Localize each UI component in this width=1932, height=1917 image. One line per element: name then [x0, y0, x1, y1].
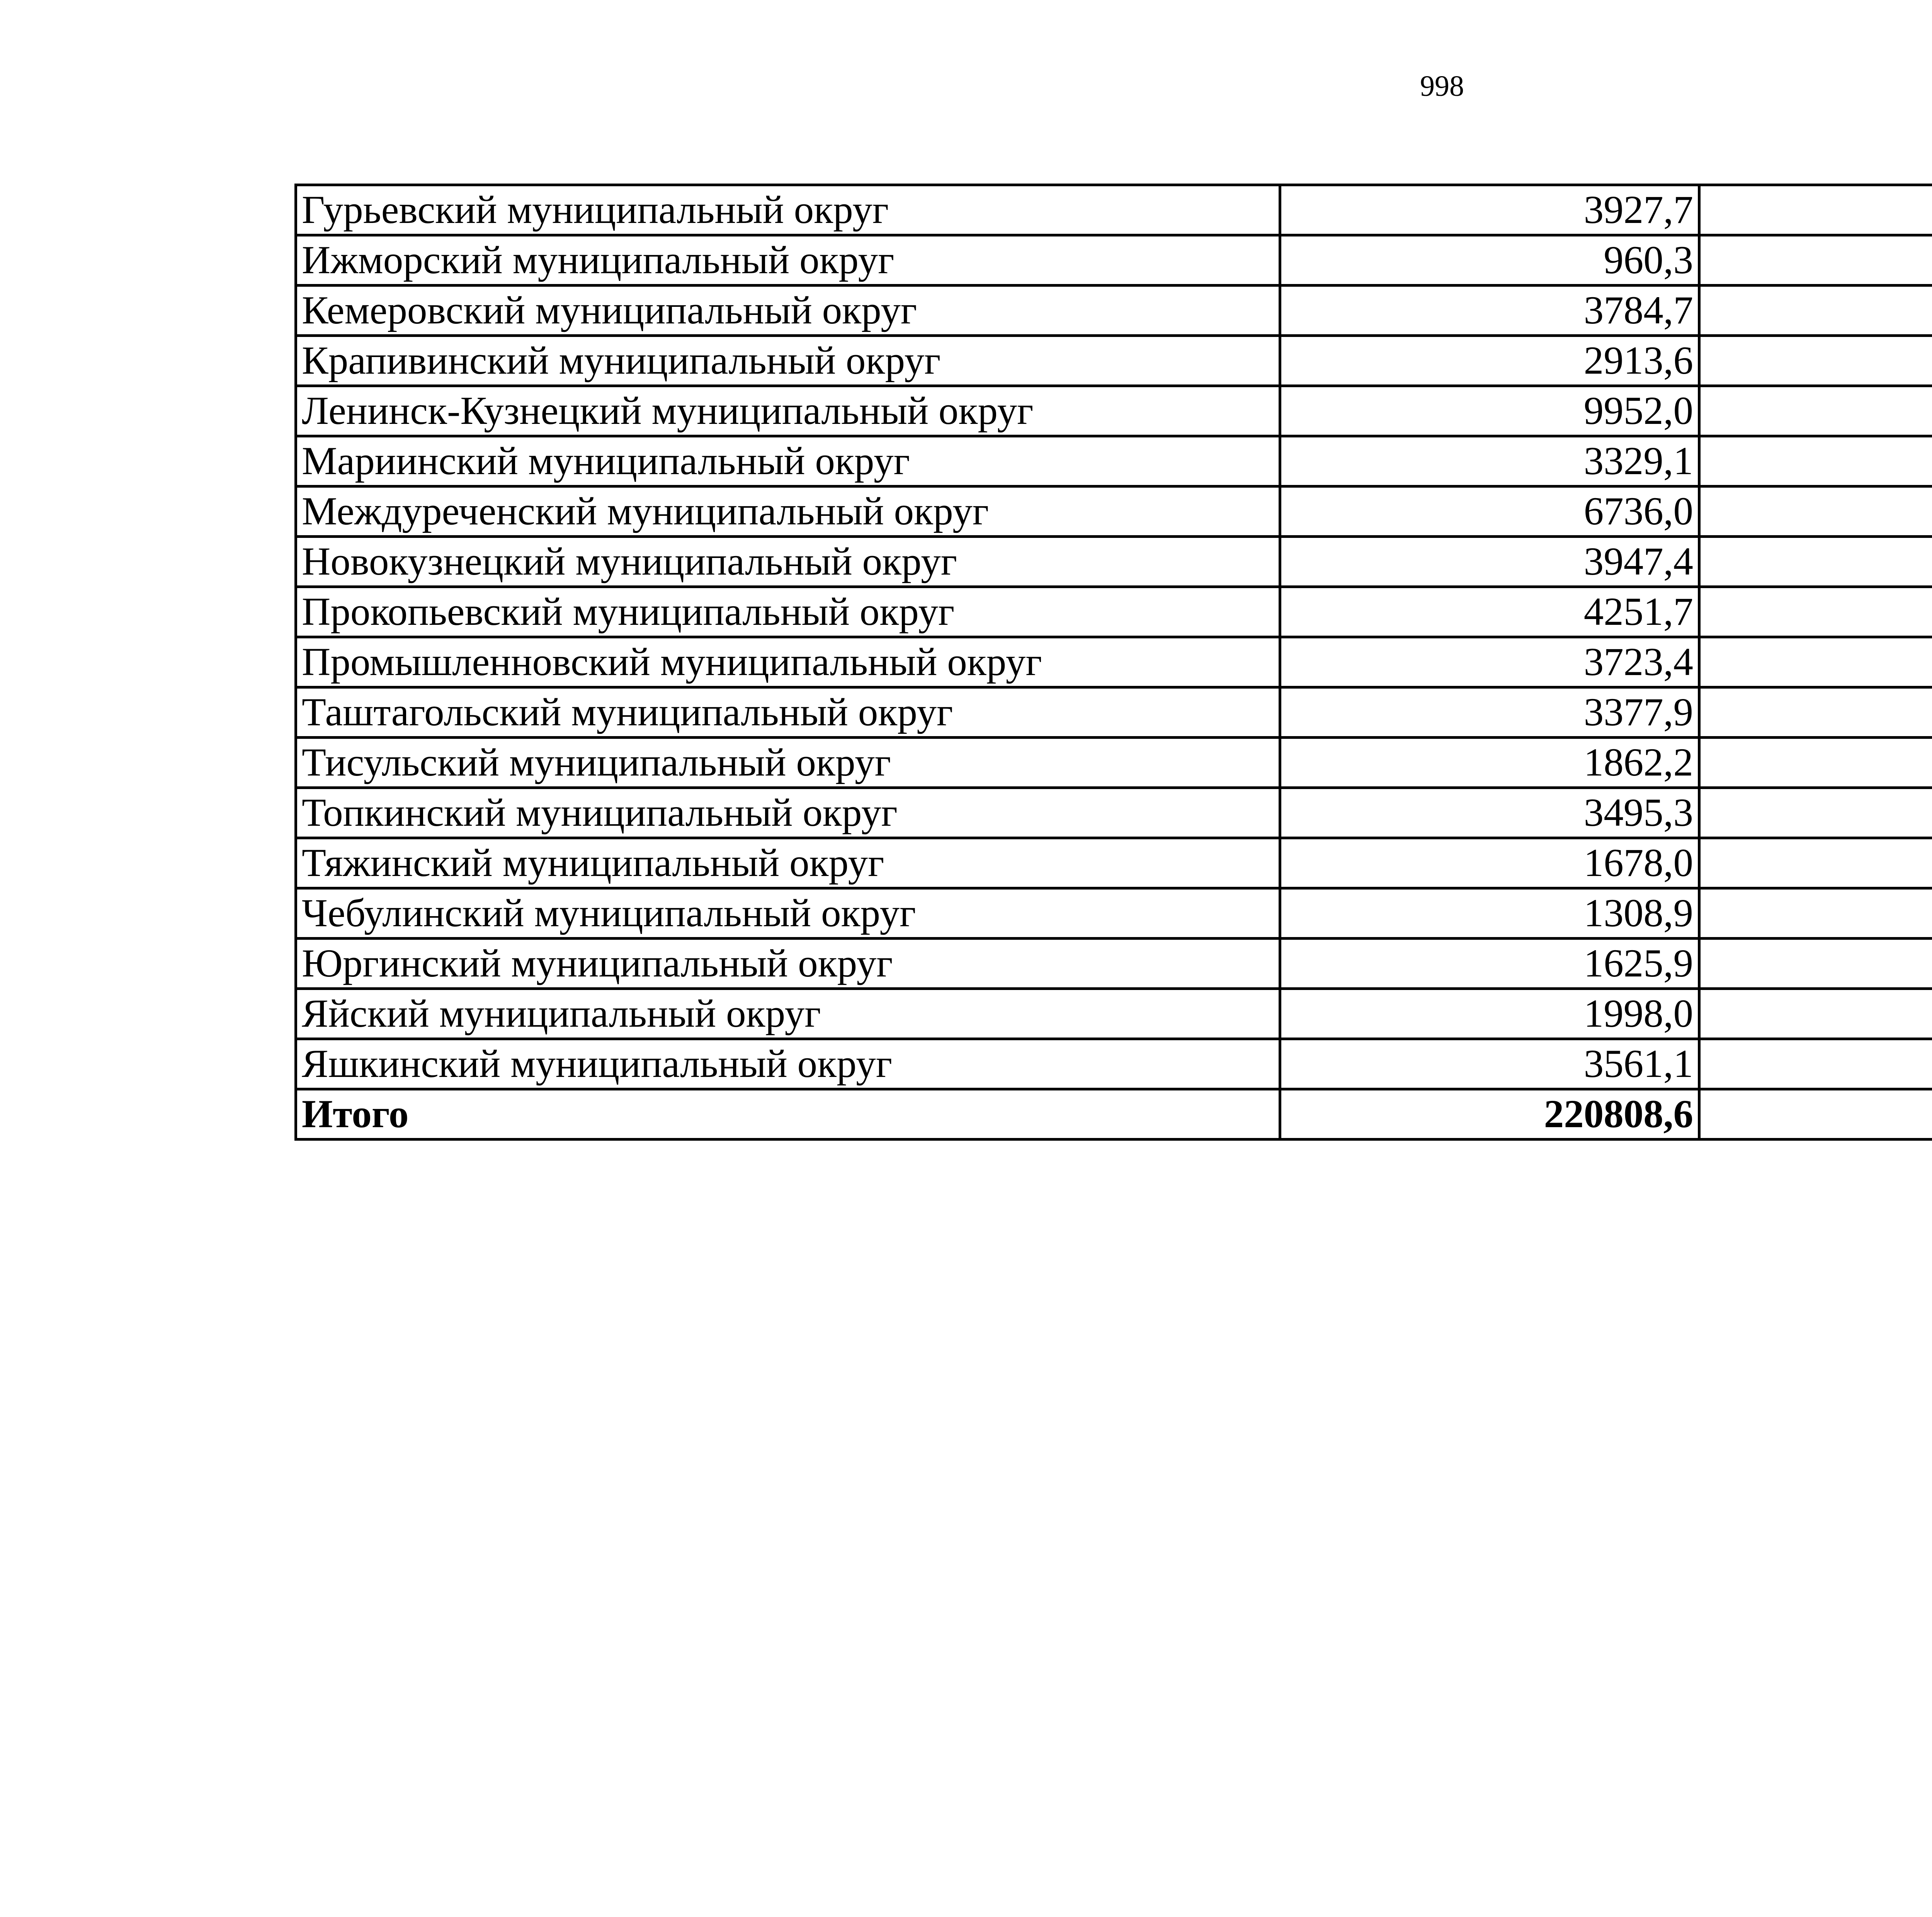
- row-value-2: [1699, 587, 1932, 637]
- row-value-1: 3377,9: [1280, 687, 1699, 738]
- row-value-1: 3329,1: [1280, 436, 1699, 486]
- table-row: [296, 436, 1932, 486]
- table-row: [296, 386, 1932, 436]
- table-row: [296, 235, 1932, 286]
- row-value-1: 960,3: [1280, 235, 1699, 286]
- row-name: Яшкинский муниципальный округ: [296, 1039, 1280, 1089]
- row-name: Ленинск-Кузнецкий муниципальный округ: [296, 386, 1280, 436]
- row-value-1: 1308,9: [1280, 888, 1699, 939]
- page-number: 998: [1420, 70, 1464, 102]
- table-row: [296, 336, 1932, 386]
- row-name: Топкинский муниципальный округ: [296, 788, 1280, 838]
- row-value-2: [1699, 336, 1932, 386]
- table-row: [296, 185, 1932, 235]
- table-row: [296, 838, 1932, 888]
- row-name: Промышленновский муниципальный округ: [296, 637, 1280, 687]
- row-value-2: [1699, 989, 1932, 1039]
- row-value-2: [1699, 286, 1932, 336]
- row-value-2: [1699, 486, 1932, 537]
- row-value-1: 3495,3: [1280, 788, 1699, 838]
- table-row: [296, 788, 1932, 838]
- table-row: [296, 637, 1932, 687]
- row-value-2: [1699, 537, 1932, 587]
- row-name: Ижморский муниципальный округ: [296, 235, 1280, 286]
- row-name: Прокопьевский муниципальный округ: [296, 587, 1280, 637]
- table-row: [296, 486, 1932, 537]
- row-value-1: 3927,7: [1280, 185, 1699, 235]
- row-value-1: 3784,7: [1280, 286, 1699, 336]
- row-value-1: 1678,0: [1280, 838, 1699, 888]
- table-row: [296, 888, 1932, 939]
- table-row: [296, 939, 1932, 989]
- row-name: Мариинский муниципальный округ: [296, 436, 1280, 486]
- row-name: Кемеровский муниципальный округ: [296, 286, 1280, 336]
- row-value-2: [1699, 436, 1932, 486]
- table-row: [296, 687, 1932, 738]
- row-name: Тисульский муниципальный округ: [296, 738, 1280, 788]
- total-value-1: 220808,6: [1280, 1089, 1699, 1140]
- row-value-1: 9952,0: [1280, 386, 1699, 436]
- row-name: Гурьевский муниципальный округ: [296, 185, 1280, 235]
- row-value-2: [1699, 235, 1932, 286]
- row-name: Междуреченский муниципальный округ: [296, 486, 1280, 537]
- row-value-2: [1699, 637, 1932, 687]
- row-value-1: 3723,4: [1280, 637, 1699, 687]
- table-row: [296, 537, 1932, 587]
- table-row: [296, 738, 1932, 788]
- row-name: Чебулинский муниципальный округ: [296, 888, 1280, 939]
- table-row: [296, 989, 1932, 1039]
- row-name: Яйский муниципальный округ: [296, 989, 1280, 1039]
- row-name: Крапивинский муниципальный округ: [296, 336, 1280, 386]
- row-value-2: [1699, 738, 1932, 788]
- row-value-1: 3947,4: [1280, 537, 1699, 587]
- table-body: [296, 185, 1932, 1140]
- row-value-2: [1699, 788, 1932, 838]
- row-value-1: 1625,9: [1280, 939, 1699, 989]
- row-value-1: 6736,0: [1280, 486, 1699, 537]
- row-name: Таштагольский муниципальный округ: [296, 687, 1280, 738]
- row-value-2: [1699, 939, 1932, 989]
- allocation-table: [294, 184, 1932, 1141]
- total-label: Итого: [296, 1089, 1280, 1140]
- row-value-1: 1998,0: [1280, 989, 1699, 1039]
- row-value-1: 4251,7: [1280, 587, 1699, 637]
- row-value-2: [1699, 185, 1932, 235]
- row-name: Тяжинский муниципальный округ: [296, 838, 1280, 888]
- row-name: Юргинский муниципальный округ: [296, 939, 1280, 989]
- row-value-2: [1699, 386, 1932, 436]
- row-value-1: 1862,2: [1280, 738, 1699, 788]
- row-value-1: 3561,1: [1280, 1039, 1699, 1089]
- total-value-2: [1699, 1089, 1932, 1140]
- row-name: Новокузнецкий муниципальный округ: [296, 537, 1280, 587]
- row-value-2: [1699, 838, 1932, 888]
- row-value-2: [1699, 1039, 1932, 1089]
- table-row: [296, 587, 1932, 637]
- table-row: [296, 1039, 1932, 1089]
- row-value-2: [1699, 687, 1932, 738]
- row-value-2: [1699, 888, 1932, 939]
- row-value-1: 2913,6: [1280, 336, 1699, 386]
- total-row: [296, 1089, 1932, 1140]
- table-row: [296, 286, 1932, 336]
